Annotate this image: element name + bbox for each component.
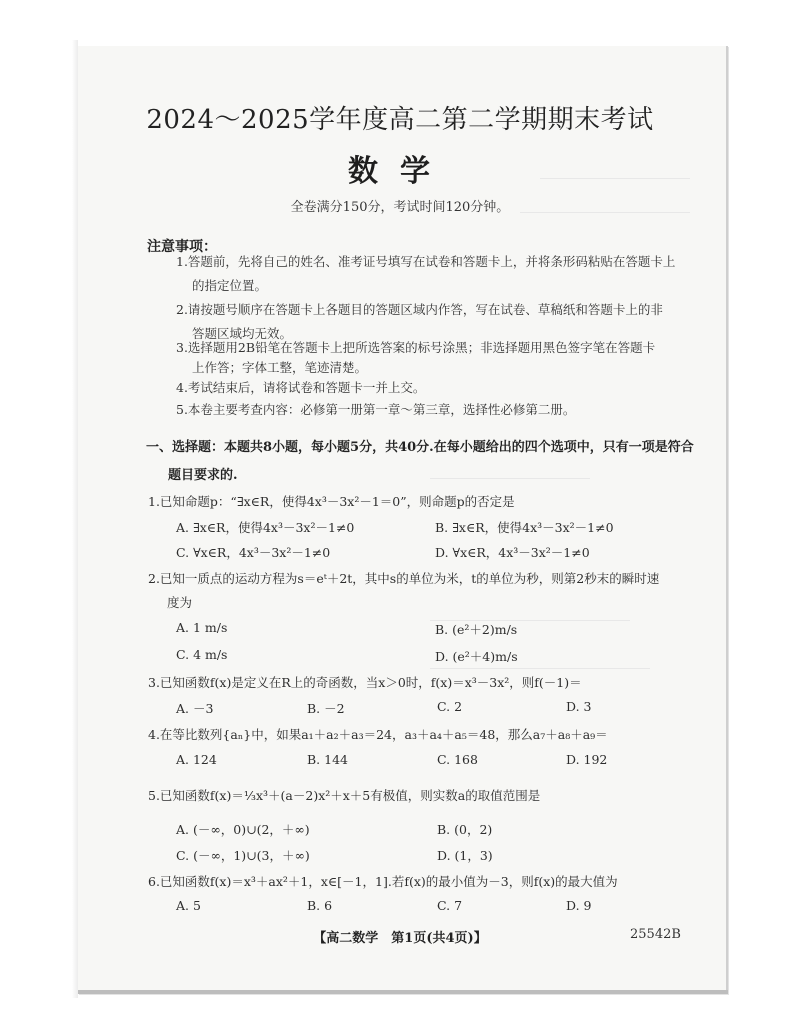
- show-through-line: [430, 668, 650, 669]
- notice-item: 4.考试结束后，请将试卷和答题卡一并上交。: [176, 380, 426, 395]
- notice-item: 2.请按题号顺序在答题卡上各题目的答题区域内作答，写在试卷、草稿纸和答题卡上的非: [176, 302, 663, 317]
- notice-heading: 注意事项：: [147, 239, 217, 255]
- exam-title: 2024～2025学年度高二第二学期期末考试: [146, 105, 654, 135]
- question-5-stem: 5.已知函数f(x)＝⅓x³＋(a－2)x²＋x＋5有极值，则实数a的取值范围是: [148, 788, 541, 803]
- question-2-stem-cont: 度为: [167, 595, 193, 610]
- page-bottom-edge: [78, 990, 728, 994]
- question-4-option-d: D. 192: [566, 752, 608, 767]
- question-5-option-a: A. (－∞，0)∪(2，＋∞): [176, 822, 310, 837]
- notice-item: 的指定位置。: [192, 278, 268, 293]
- question-3-stem: 3.已知函数f(x)是定义在R上的奇函数，当x＞0时，f(x)＝x³－3x²，则f(－1)＝: [148, 675, 582, 690]
- question-6-option-b: B. 6: [307, 898, 333, 913]
- notice-item: 5.本卷主要考查内容：必修第一册第一章～第三章，选择性必修第二册。: [176, 402, 576, 417]
- notice-item: 答题区域均无效。: [192, 326, 293, 341]
- question-4-option-b: B. 144: [307, 752, 348, 767]
- question-5-option-b: B. (0，2): [437, 822, 493, 837]
- question-1-option-b: B. ∃x∈R，使得4x³－3x²－1≠0: [435, 520, 614, 535]
- question-3-option-d: D. 3: [566, 699, 592, 714]
- notice-item: 1.答题前，先将自己的姓名、准考证号填写在试卷和答题卡上，并将条形码粘贴在答题卡上: [176, 254, 676, 269]
- subject-title: 数学: [348, 154, 452, 189]
- notice-item: 上作答；字体工整，笔迹清楚。: [192, 360, 368, 375]
- question-6-option-d: D. 9: [566, 898, 592, 913]
- question-6-option-c: C. 7: [437, 898, 463, 913]
- question-2-stem: 2.已知一质点的运动方程为s＝eᵗ＋2t，其中s的单位为米，t的单位为秒，则第2秒末的瞬时速: [148, 571, 660, 586]
- question-1-option-a: A. ∃x∈R，使得4x³－3x²－1≠0: [176, 520, 355, 535]
- section-heading: 一、选择题：本题共8小题，每小题5分，共40分.在每小题给出的四个选项中，只有一项是符合: [146, 440, 694, 455]
- question-3-option-b: B. －2: [307, 701, 345, 716]
- question-4-option-a: A. 124: [176, 752, 217, 767]
- question-2-option-b: B. (e²＋2)m/s: [435, 622, 518, 637]
- notice-item: 3.选择题用2B铅笔在答题卡上把所选答案的标号涂黑；非选择题用黑色签字笔在答题卡: [176, 340, 656, 355]
- paper-code: 25542B: [630, 927, 681, 942]
- question-2-option-c: C. 4 m/s: [176, 647, 228, 662]
- question-3-option-a: A. －3: [176, 701, 214, 716]
- question-4-option-c: C. 168: [437, 752, 478, 767]
- question-3-option-c: C. 2: [437, 699, 463, 714]
- question-1-option-d: D. ∀x∈R，4x³－3x²－1≠0: [435, 545, 590, 560]
- question-4-stem: 4.在等比数列{aₙ}中，如果a₁＋a₂＋a₃＝24，a₃＋a₄＋a₅＝48，那么a₇＋a₈＋a₉＝: [148, 727, 608, 742]
- question-5-option-d: D. (1，3): [437, 848, 493, 863]
- question-6-option-a: A. 5: [176, 898, 201, 913]
- question-2-option-a: A. 1 m/s: [176, 620, 228, 635]
- question-2-option-d: D. (e²＋4)m/s: [435, 649, 518, 664]
- section-heading-cont: 题目要求的.: [168, 468, 238, 483]
- question-5-option-c: C. (－∞，1)∪(3，＋∞): [176, 848, 310, 863]
- exam-info: 全卷满分150分，考试时间120分钟。: [290, 200, 510, 215]
- show-through-line: [430, 478, 590, 479]
- question-1-stem: 1.已知命题p：“∃x∈R，使得4x³－3x²－1＝0”，则命题p的否定是: [148, 494, 515, 509]
- question-6-stem: 6.已知函数f(x)＝x³＋ax²＋1，x∈[－1，1].若f(x)的最小值为－3，则f(x)的最大值为: [148, 874, 618, 889]
- page-footer: 【高二数学 第1页(共4页)】: [313, 931, 487, 946]
- question-1-option-c: C. ∀x∈R，4x³－3x²－1≠0: [176, 545, 331, 560]
